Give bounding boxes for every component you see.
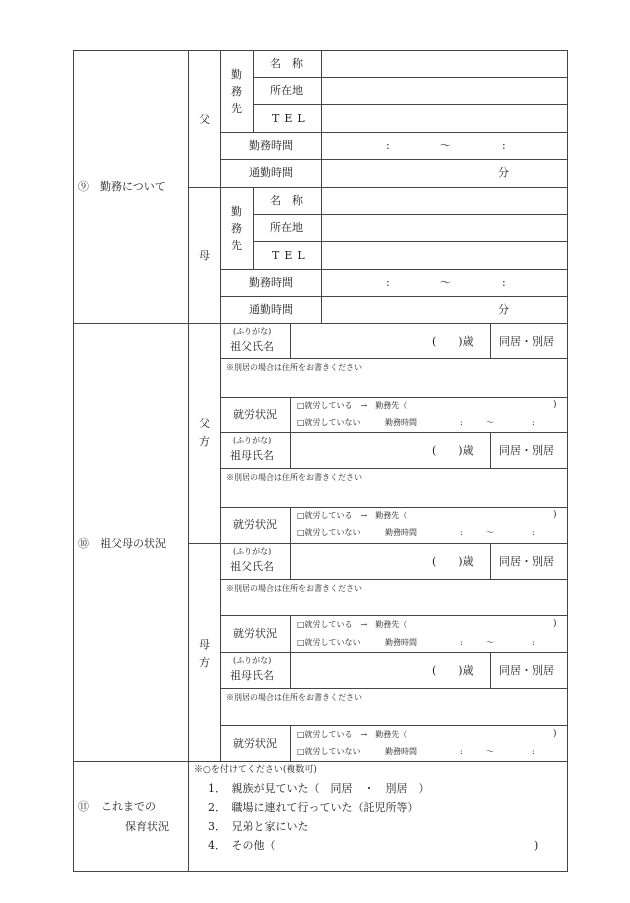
workplace-char: 先	[231, 239, 242, 252]
time-colon: :	[502, 139, 506, 152]
time-colon: :	[532, 747, 535, 756]
age-label: ( )歳	[432, 335, 474, 348]
furigana-label: (ふりがな)	[233, 436, 272, 445]
address-label: 所在地	[270, 221, 303, 234]
grandfather-name-label: 祖父氏名	[230, 340, 274, 353]
living-label: 同居・別居	[499, 444, 554, 457]
age-label: ( )歳	[432, 664, 474, 677]
grandmother-name-label: 祖母氏名	[230, 669, 274, 682]
work-hours-label: 勤務時間	[249, 139, 293, 152]
section-10-title: ⑩ 祖父母の状況	[78, 537, 166, 550]
time-tilde: ～	[486, 638, 494, 647]
maternal-char: 方	[199, 656, 210, 669]
workplace-char: 勤	[231, 68, 242, 81]
not-working-checkbox[interactable]: □就労していない	[297, 638, 361, 647]
living-label: 同居・別居	[499, 335, 554, 348]
time-colon: :	[460, 747, 463, 756]
care-option-4[interactable]: 4． その他（	[208, 839, 276, 852]
time-colon: :	[460, 638, 463, 647]
time-colon: :	[460, 528, 463, 537]
separate-address-note: ※別居の場合は住所をお書きください	[226, 363, 362, 372]
separate-address-note: ※別居の場合は住所をお書きください	[226, 693, 362, 702]
working-checkbox[interactable]: □就労している → 勤務先（	[297, 730, 408, 739]
commute-label: 通勤時間	[249, 166, 293, 179]
living-label: 同居・別居	[499, 664, 554, 677]
workplace-char: 先	[231, 102, 242, 115]
tel-label: TEL	[272, 249, 310, 262]
section-11-title-line1: これまでの	[101, 800, 156, 813]
working-checkbox[interactable]: □就労している → 勤務先（	[297, 620, 408, 629]
paternal-char: 方	[199, 435, 210, 448]
time-tilde: ～	[486, 747, 494, 756]
close-paren: )	[553, 510, 557, 520]
care-option-2[interactable]: 2． 職場に連れて行っていた（託児所等）	[208, 801, 419, 814]
close-paren: )	[534, 839, 539, 852]
age-label: ( )歳	[432, 555, 474, 568]
time-tilde: ～	[486, 418, 494, 427]
care-option-1[interactable]: 1． 親族が見ていた（ 同居 ・ 別居 ）	[208, 782, 430, 795]
time-colon: :	[532, 528, 535, 537]
section-11-title-line2: 保育状況	[125, 820, 169, 833]
minutes-label: 分	[498, 303, 509, 316]
not-working-checkbox[interactable]: □就労していない	[297, 528, 361, 537]
employment-label: 就労状況	[233, 408, 277, 421]
name-label: 名 称	[270, 57, 303, 70]
work-hours-small: 勤務時間	[385, 418, 417, 427]
work-hours-label: 勤務時間	[249, 276, 293, 289]
grandmother-name-label: 祖母氏名	[230, 449, 274, 462]
section-9-title: ⑨ 勤務について	[78, 180, 166, 193]
separate-address-note: ※別居の場合は住所をお書きください	[226, 473, 362, 482]
close-paren: )	[553, 400, 557, 410]
workplace-char: 務	[231, 85, 242, 98]
living-label: 同居・別居	[499, 555, 554, 568]
time-colon: :	[502, 276, 506, 289]
multiple-choice-note: ※○を付けてください(複数可)	[194, 765, 317, 775]
time-tilde: ～	[440, 139, 451, 152]
mother-label: 母	[199, 249, 210, 262]
work-hours-small: 勤務時間	[385, 528, 417, 537]
time-colon: :	[386, 139, 390, 152]
separate-address-note: ※別居の場合は住所をお書きください	[226, 584, 362, 593]
employment-label: 就労状況	[233, 627, 277, 640]
time-colon: :	[532, 418, 535, 427]
age-label: ( )歳	[432, 444, 474, 457]
furigana-label: (ふりがな)	[233, 547, 272, 556]
not-working-checkbox[interactable]: □就労していない	[297, 747, 361, 756]
time-colon: :	[532, 638, 535, 647]
maternal-char: 母	[199, 638, 210, 651]
employment-label: 就労状況	[233, 518, 277, 531]
furigana-label: (ふりがな)	[233, 327, 272, 336]
grandfather-name-label: 祖父氏名	[230, 560, 274, 573]
time-colon: :	[386, 276, 390, 289]
close-paren: )	[553, 729, 557, 739]
close-paren: )	[553, 619, 557, 629]
working-checkbox[interactable]: □就労している → 勤務先（	[297, 511, 408, 520]
address-label: 所在地	[270, 84, 303, 97]
furigana-label: (ふりがな)	[233, 656, 272, 665]
paternal-char: 父	[199, 417, 210, 430]
time-tilde: ～	[486, 528, 494, 537]
commute-label: 通勤時間	[249, 303, 293, 316]
workplace-char: 勤	[231, 205, 242, 218]
time-tilde: ～	[440, 276, 451, 289]
work-hours-small: 勤務時間	[385, 638, 417, 647]
tel-label: TEL	[272, 112, 310, 125]
care-option-3[interactable]: 3． 兄弟と家にいた	[208, 820, 309, 833]
workplace-char: 務	[231, 222, 242, 235]
working-checkbox[interactable]: □就労している → 勤務先（	[297, 401, 408, 410]
section-11-number: ⑪	[78, 800, 89, 813]
work-hours-small: 勤務時間	[385, 747, 417, 756]
employment-label: 就労状況	[233, 737, 277, 750]
name-label: 名 称	[270, 194, 303, 207]
father-label: 父	[199, 113, 210, 126]
not-working-checkbox[interactable]: □就労していない	[297, 418, 361, 427]
time-colon: :	[460, 418, 463, 427]
minutes-label: 分	[498, 166, 509, 179]
